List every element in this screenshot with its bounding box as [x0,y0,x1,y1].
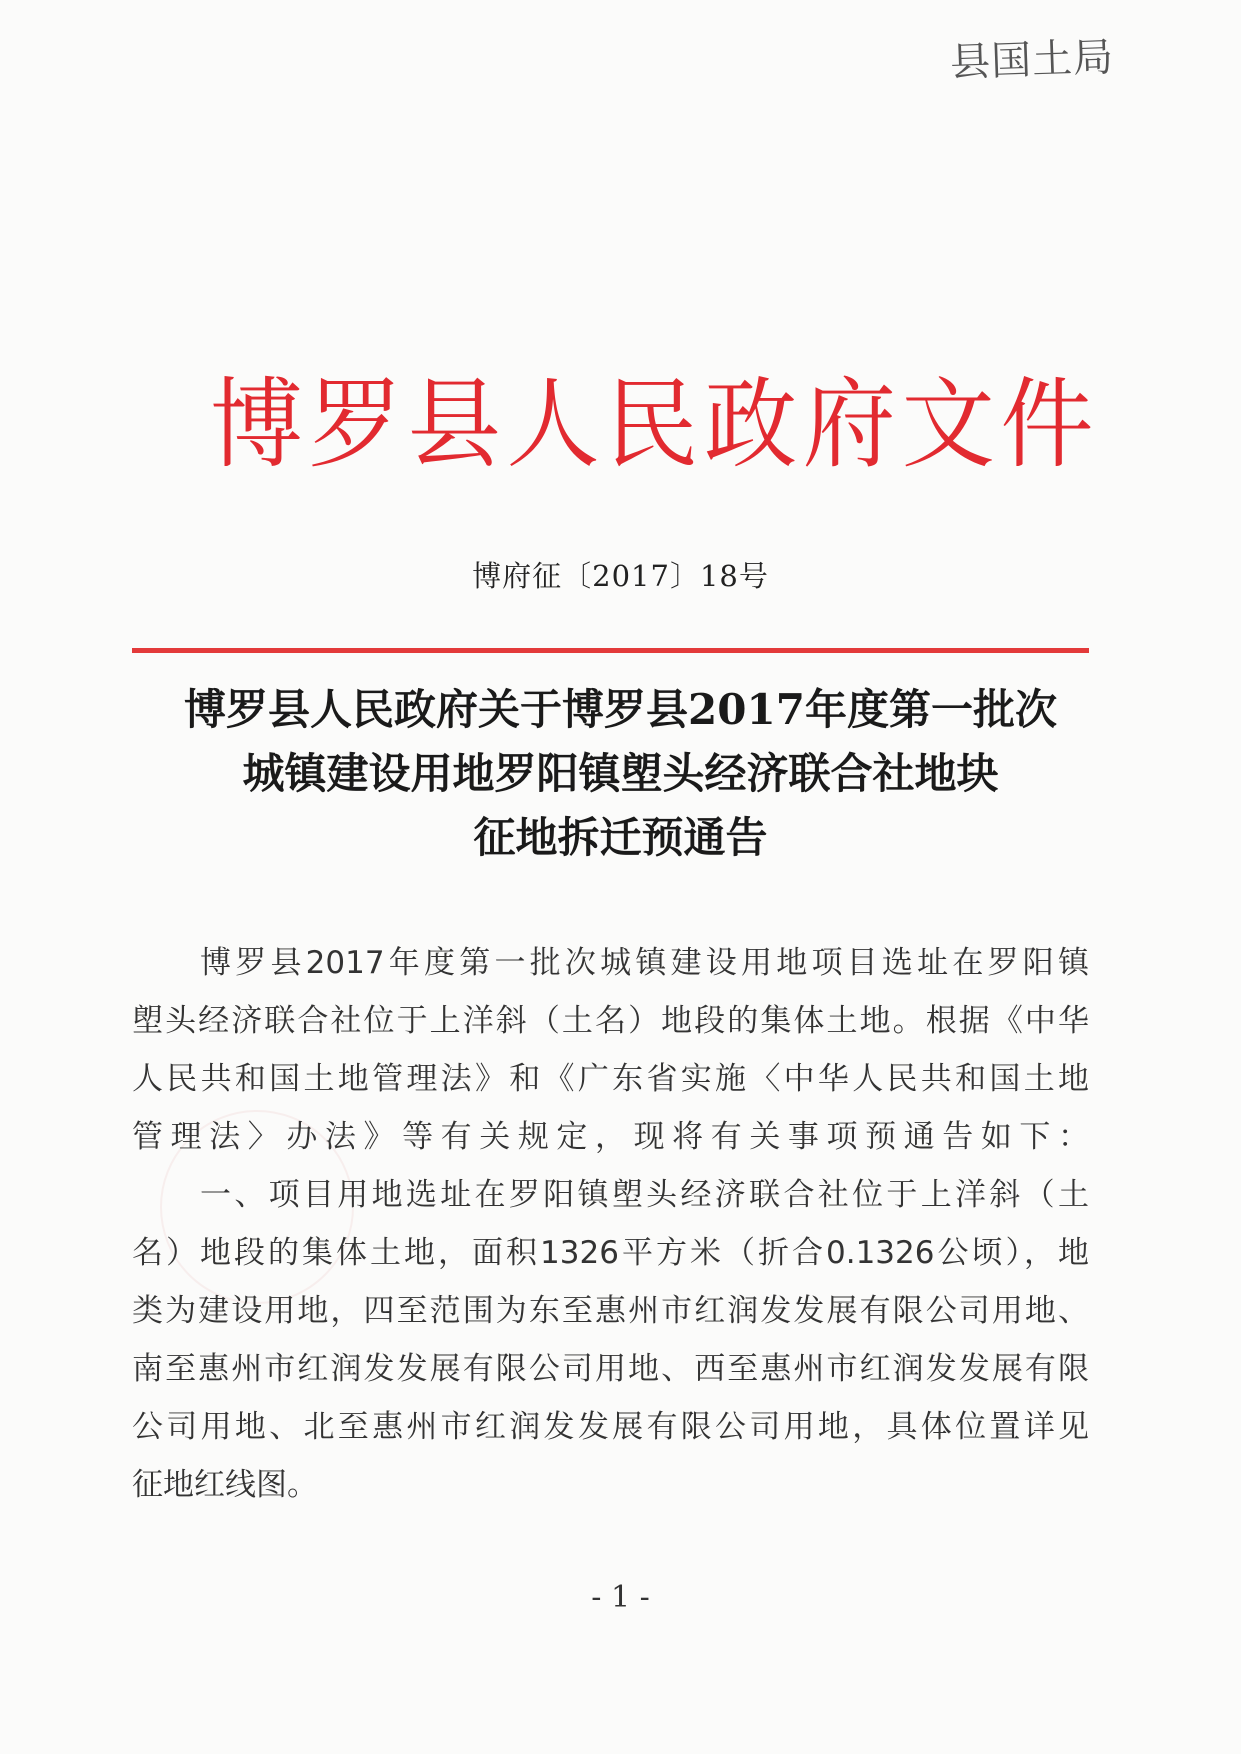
notice-title [120,678,1121,870]
body-line: 南至惠州市红润发发展有限公司用地、西至惠州市红润发发展有限 [132,1351,1089,1387]
body-line: 人民共和国土地管理法》和《广东省实施〈中华人民共和国土地 [132,1061,1089,1097]
body-line: 类为建设用地，四至范围为东至惠州市红润发发展有限公司用地、 [132,1293,1089,1329]
title-line: 城镇建设用地罗阳镇塱头经济联合社地块 [242,749,999,798]
notice-body [132,934,1089,1514]
body-line: 塱头经济联合社位于上洋斜（土名）地段的集体土地。根据《中华 [132,1003,1089,1039]
document-masthead: 博罗县人民政府文件 [210,368,1100,482]
body-line: 博罗县2017年度第一批次城镇建设用地项目选址在罗阳镇 [200,945,1089,981]
red-divider-rule [132,648,1089,653]
body-line: 公司用地、北至惠州市红润发发展有限公司用地，具体位置详见 [132,1409,1089,1445]
title-line: 博罗县人民政府关于博罗县2017年度第一批次 [184,685,1057,734]
handwritten-annotation: 县国土局 [949,34,1115,87]
body-line: 名）地段的集体土地，面积1326平方米（折合0.1326公顷），地 [132,1235,1089,1271]
document-number: 博府征〔2017〕18号 [472,559,769,593]
title-line: 征地拆迁预通告 [473,813,768,862]
body-line: 征地红线图。 [132,1467,318,1503]
page-number: - 1 - [591,1580,650,1615]
body-line: 管理法〉办法》等有关规定，现将有关事项预通告如下： [132,1119,1089,1155]
body-line: 一、项目用地选址在罗阳镇塱头经济联合社位于上洋斜（土 [200,1177,1089,1213]
